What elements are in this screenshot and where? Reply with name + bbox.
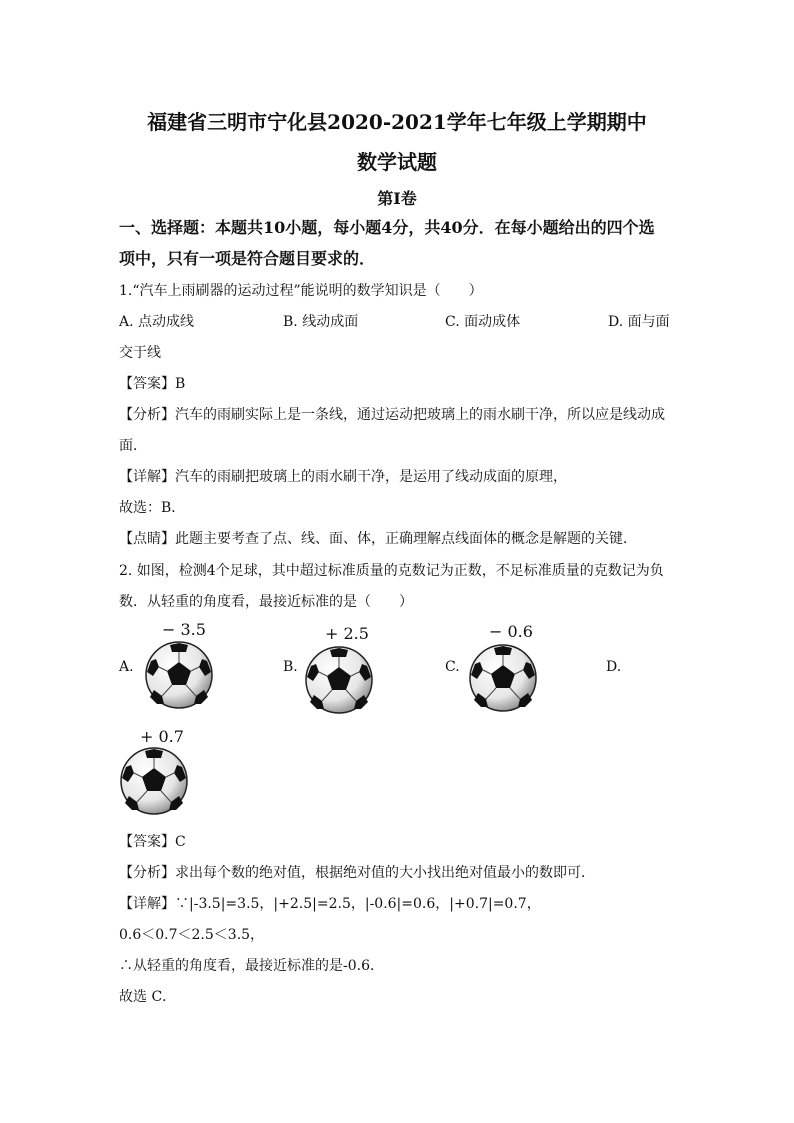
soccer-ball-d-icon: [119, 746, 189, 816]
soccer-ball-a-icon: [144, 640, 214, 710]
q1-choose: 故选：B．: [119, 500, 186, 516]
q2-answer: 【答案】C: [119, 834, 186, 850]
q1-answer: 【答案】B: [119, 376, 186, 392]
q1-stem: 1.“汽车上雨刷器的运动过程”能说明的数学知识是（ ）: [119, 283, 483, 299]
q1-option-c: C. 面动成体: [445, 314, 521, 330]
q1-comment: 【点睛】此题主要考查了点、线、面、体，正确理解点线面体的概念是解题的关键．: [119, 531, 637, 547]
q1-option-a: A. 点动成线: [119, 314, 195, 330]
volume-heading: 第I卷: [377, 189, 417, 208]
q2-option-c-letter: C.: [445, 659, 460, 675]
section-heading-line1: 一、选择题：本题共10小题，每小题4分，共40分．在每小题给出的四个选: [119, 218, 655, 237]
q2-choose: 故选 C．: [119, 989, 177, 1005]
document-subtitle: 数学试题: [357, 150, 437, 174]
q2-option-d-letter: D.: [606, 659, 622, 675]
q2-detail: 【详解】∵|-3.5|=3.5，|+2.5|=2.5，|-0.6|=0.6，|+0.7|=0.7，: [119, 896, 541, 912]
q2-analysis: 【分析】求出每个数的绝对值，根据绝对值的大小找出绝对值最小的数即可．: [119, 865, 595, 881]
q2-stem-line2: 数．从轻重的角度看，最接近标准的是（ ）: [119, 594, 413, 610]
q2-option-a-value: − 3.5: [162, 620, 206, 639]
soccer-ball-c-icon: [468, 643, 538, 713]
soccer-ball-b-icon: [304, 645, 374, 715]
q1-analysis-line1: 【分析】汽车的雨刷实际上是一条线，通过运动把玻璃上的雨水刷干净，所以应是线动成: [119, 407, 665, 423]
section-heading-line2: 项中，只有一项是符合题目要求的．: [119, 249, 376, 268]
document-title: 福建省三明市宁化县2020-2021学年七年级上学期期中: [147, 110, 647, 134]
q1-option-d-continued: 交于线: [119, 345, 161, 361]
q2-stem-line1: 2. 如图，检测4个足球，其中超过标准质量的克数记为正数，不足标准质量的克数记为负: [119, 563, 664, 579]
q2-option-a-letter: A.: [119, 659, 134, 675]
q1-option-d: D. 面与面: [608, 314, 670, 330]
q2-compare: 0.6＜0.7＜2.5＜3.5，: [119, 927, 265, 943]
q2-option-c-value: − 0.6: [489, 622, 533, 641]
q1-detail: 【详解】汽车的雨刷把玻璃上的雨水刷干净，是运用了线动成面的原理，: [119, 469, 567, 485]
q1-analysis-line2: 面．: [119, 438, 147, 454]
q2-option-b-value: + 2.5: [325, 624, 369, 643]
q1-option-b: B. 线动成面: [283, 314, 359, 330]
q2-option-b-letter: B.: [283, 659, 298, 675]
q2-option-d-value: + 0.7: [140, 727, 184, 746]
q2-conclusion: ∴从轻重的角度看，最接近标准的是-0.6．: [119, 958, 384, 974]
